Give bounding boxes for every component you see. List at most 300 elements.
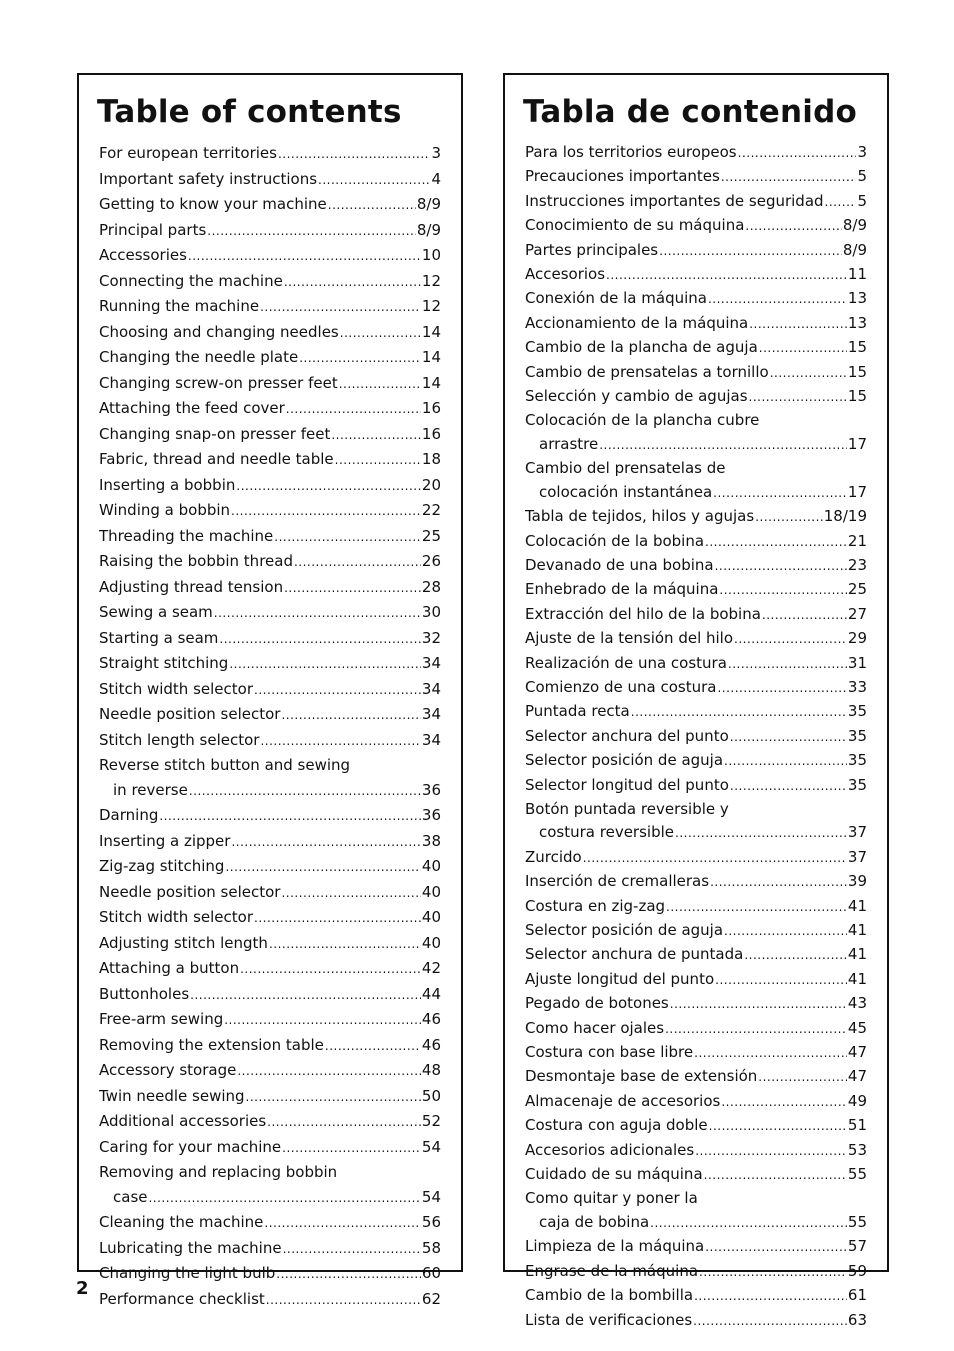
dot-leader (715, 554, 847, 578)
toc-entry (99, 1135, 441, 1161)
toc-entry-title: Costura con base libre (525, 1043, 694, 1062)
toc-entry (99, 728, 441, 754)
dot-leader (231, 829, 420, 855)
toc-entry (99, 753, 441, 803)
dot-leader (695, 1139, 847, 1163)
toc-entry-title: Selector anchura de puntada (525, 945, 744, 964)
dot-leader (744, 943, 847, 967)
toc-entry-page: 29 (847, 629, 867, 648)
dot-leader (730, 725, 847, 749)
toc-entry-title: Attaching the feed cover (99, 399, 285, 417)
dot-leader (189, 778, 421, 804)
toc-entry-title: Sewing a seam (99, 603, 213, 621)
toc-entry (525, 554, 867, 578)
toc-entry-title: Devanado de una bobina (525, 555, 714, 574)
toc-entry-title: Tabla de tejidos, hilos y agujas (525, 507, 755, 526)
toc-entry (525, 1309, 867, 1333)
toc-entry (525, 1065, 867, 1089)
toc-entry-title: Zurcido (525, 847, 582, 866)
dot-leader (260, 728, 420, 754)
dot-leader (190, 982, 421, 1008)
toc-english (77, 73, 463, 1308)
dot-leader (264, 1210, 421, 1236)
dot-leader (693, 1309, 847, 1333)
dot-leader (278, 141, 430, 167)
toc-entry (99, 677, 441, 703)
toc-entry (525, 263, 867, 287)
toc-entry (99, 396, 441, 422)
dot-leader (599, 433, 847, 457)
toc-entry-title: Attaching a button (99, 959, 240, 977)
toc-entry (99, 243, 441, 269)
toc-entry-page: 13 (847, 289, 867, 308)
dot-leader (734, 627, 847, 651)
dot-leader (719, 578, 846, 602)
dot-leader (709, 1114, 847, 1138)
toc-entry-title: Cuidado de su máquina (525, 1165, 703, 1184)
toc-entry-page: 63 (847, 1310, 867, 1329)
dot-leader (659, 239, 842, 263)
toc-entry (99, 626, 441, 652)
dot-leader (717, 676, 846, 700)
dot-leader (267, 1109, 421, 1135)
toc-entry (99, 905, 441, 931)
toc-entry (99, 447, 441, 473)
toc-entry (99, 498, 441, 524)
toc-entry (525, 505, 867, 529)
toc-entry-title-continued: colocación instantánea (539, 482, 713, 501)
toc-entry (525, 627, 867, 651)
toc-entry-title: Cambio de la plancha de aguja (525, 338, 758, 357)
dot-leader (705, 530, 847, 554)
toc-entry-page: 23 (847, 555, 867, 574)
toc-entry-page: 8/9 (842, 216, 867, 235)
toc-entry-page: 17 (847, 482, 867, 501)
toc-entry (525, 214, 867, 238)
toc-entry-title: Ajuste longitud del punto (525, 969, 715, 988)
toc-entry (99, 880, 441, 906)
dot-leader (699, 1260, 847, 1284)
toc-entry-page: 45 (847, 1018, 867, 1037)
toc-entry-title: Realización de una costura (525, 653, 727, 672)
toc-entry (525, 700, 867, 724)
toc-entry-page: 37 (847, 823, 867, 842)
dot-leader (281, 880, 420, 906)
dot-leader (214, 600, 421, 626)
toc-entry (525, 1041, 867, 1065)
toc-entry (99, 141, 441, 167)
toc-entry (99, 854, 441, 880)
toc-entry (99, 702, 441, 728)
dot-leader (745, 214, 841, 238)
toc-entry (99, 320, 441, 346)
toc-entry-title: Stitch width selector (99, 679, 253, 698)
toc-entry-row (525, 821, 867, 845)
toc-entry-title: Conexión de la máquina (525, 289, 707, 308)
dot-leader (738, 141, 857, 165)
dot-leader (708, 287, 847, 311)
toc-entry (525, 603, 867, 627)
toc-entry-page: 3 (431, 144, 441, 162)
toc-entry-page: 60 (421, 1264, 441, 1282)
toc-entry (99, 651, 441, 677)
toc-entry-title-continued: in reverse (113, 780, 188, 799)
toc-entry (99, 1160, 441, 1210)
toc-entry-title: Accesorios adicionales (525, 1140, 695, 1159)
toc-entry-title: Cambio del prensatelas de (525, 459, 726, 478)
toc-entry-title: Removing and replacing bobbin (99, 1163, 338, 1181)
toc-entry-title: Enhebrado de la máquina (525, 580, 719, 599)
toc-entry-page: 30 (421, 603, 441, 621)
toc-entry (525, 725, 867, 749)
toc-entry-page: 17 (847, 434, 867, 453)
toc-entry (525, 361, 867, 385)
toc-entry-title: Comienzo de una costura (525, 677, 717, 696)
toc-entry-title: Changing the light bulb (99, 1264, 276, 1282)
toc-entry-row (99, 1185, 441, 1211)
toc-entry (525, 530, 867, 554)
toc-entry-page: 31 (847, 653, 867, 672)
toc-entry (99, 1261, 441, 1287)
dot-leader (705, 1235, 847, 1259)
toc-entry-title-continued: caja de bobina (539, 1212, 650, 1231)
dot-leader (207, 218, 416, 244)
toc-entry-page: 40 (421, 933, 441, 952)
dot-leader (269, 931, 421, 957)
toc-entry-title: Stitch width selector (99, 908, 253, 926)
toc-entry-title: Accessories (99, 246, 187, 264)
toc-entry-page: 48 (421, 1061, 441, 1079)
toc-entry-page: 46 (421, 1010, 441, 1028)
toc-entry (99, 1236, 441, 1262)
toc-entry-page: 36 (421, 806, 441, 824)
toc-entry-title: Caring for your machine (99, 1137, 282, 1156)
toc-entry-page: 28 (421, 577, 441, 596)
toc-entry-page: 62 (421, 1289, 441, 1308)
toc-entry-title: Accionamiento de la máquina (525, 313, 749, 332)
toc-entry-page: 16 (421, 399, 441, 417)
toc-entry (525, 1187, 867, 1235)
toc-entry (525, 919, 867, 943)
toc-entry-title: Selector anchura del punto (525, 726, 729, 745)
toc-entry-page: 12 (421, 297, 441, 315)
toc-entry-title: Lista de verificaciones (525, 1310, 693, 1329)
toc-entry-page: 14 (421, 373, 441, 392)
dot-leader (236, 473, 421, 499)
toc-entry (99, 1058, 441, 1084)
toc-entry (525, 312, 867, 336)
dot-leader (299, 345, 421, 371)
dot-leader (704, 1163, 847, 1187)
toc-entry (525, 409, 867, 457)
dot-leader (281, 702, 420, 728)
dot-leader (318, 167, 430, 193)
toc-entry-title-continued: costura reversible (539, 823, 674, 842)
dot-leader (749, 312, 847, 336)
toc-entry (525, 239, 867, 263)
toc-entry (525, 798, 867, 846)
toc-entry (99, 473, 441, 499)
toc-entry-title: Starting a seam (99, 628, 219, 647)
dot-leader (694, 1041, 847, 1065)
toc-entry-page: 58 (421, 1238, 441, 1257)
toc-entry (525, 774, 867, 798)
dot-leader (325, 1033, 421, 1059)
toc-entry (525, 676, 867, 700)
toc-entry-title: For european territories (99, 144, 277, 162)
toc-entry-title: Straight stitching (99, 654, 229, 672)
toc-entry-page: 46 (421, 1035, 441, 1054)
dot-leader (274, 524, 421, 550)
toc-entry-title: Threading the machine (99, 526, 274, 545)
toc-entry-title: Zig-zag stitching (99, 857, 225, 875)
toc-entry-title: Engrase de la máquina (525, 1261, 699, 1280)
toc-entry-title: Important safety instructions (99, 169, 318, 188)
toc-entry-page: 15 (847, 338, 867, 357)
toc-entry-title: Cambio de la bombilla (525, 1286, 694, 1305)
dot-leader (286, 396, 421, 422)
toc-entry-row (525, 1211, 867, 1235)
toc-entry (525, 749, 867, 773)
toc-entry (99, 1287, 441, 1313)
toc-entry (525, 165, 867, 189)
toc-entry (99, 931, 441, 957)
toc-entry-page: 40 (421, 908, 441, 926)
dot-leader (229, 651, 421, 677)
toc-entry-title: Cleaning the machine (99, 1213, 264, 1231)
toc-entry-title: Lubricating the machine (99, 1238, 282, 1257)
toc-entry (525, 1114, 867, 1138)
toc-entry-title: Inserting a zipper (99, 831, 231, 850)
toc-entry-page: 40 (421, 857, 441, 875)
dot-leader (631, 700, 847, 724)
toc-entry-page: 5 (857, 191, 867, 210)
toc-entry-title: Adjusting thread tension (99, 577, 284, 596)
toc-entry-page: 34 (421, 679, 441, 698)
toc-entry-title: Accessory storage (99, 1061, 237, 1079)
toc-entry-title: Costura en zig-zag (525, 896, 666, 915)
toc-entry (525, 1139, 867, 1163)
dot-leader (583, 846, 847, 870)
toc-entry-title: Additional accessories (99, 1112, 267, 1130)
toc-entry (99, 1084, 441, 1110)
toc-entry-title: Winding a bobbin (99, 501, 231, 519)
dot-leader (237, 1058, 421, 1084)
toc-entry-title: Adjusting stitch length (99, 933, 268, 952)
toc-english-title: Table of contents (97, 94, 402, 130)
toc-entry-page: 38 (421, 831, 441, 850)
toc-entry-title: Partes principales (525, 240, 659, 259)
toc-entry-title: Selector posición de aguja (525, 751, 724, 770)
toc-entry-title: Inserting a bobbin (99, 475, 236, 494)
toc-entry (99, 167, 441, 193)
toc-entry-page: 11 (847, 265, 867, 284)
dot-leader (240, 956, 421, 982)
dot-leader (328, 192, 416, 218)
toc-entry-title: Selector posición de aguja (525, 921, 724, 939)
toc-entry-page: 57 (847, 1237, 867, 1256)
toc-entry-page: 43 (847, 994, 867, 1013)
toc-entry (99, 1007, 441, 1033)
toc-entry-page: 42 (421, 959, 441, 977)
toc-entry-title: Fabric, thread and needle table (99, 450, 334, 468)
toc-entry-page: 52 (421, 1112, 441, 1130)
toc-entry-title: Puntada recta (525, 702, 630, 721)
toc-entry (99, 575, 441, 601)
toc-entry-title-continued: arrastre (539, 434, 599, 453)
toc-entry-page: 44 (421, 984, 441, 1003)
toc-entry-page: 16 (421, 424, 441, 443)
toc-entry-page: 18/19 (823, 507, 867, 526)
toc-entry-row (99, 778, 441, 804)
toc-entry-page: 15 (847, 387, 867, 406)
dot-leader (724, 919, 847, 943)
toc-entry-page: 39 (847, 872, 867, 891)
dot-leader (224, 1007, 421, 1033)
toc-entry-title: Free-arm sewing (99, 1010, 224, 1028)
toc-entry-title: Limpieza de la máquina (525, 1237, 705, 1256)
toc-entry-page: 50 (421, 1086, 441, 1105)
toc-entry-title: Desmontaje base de extensión (525, 1067, 758, 1086)
toc-spanish-title: Tabla de contenido (523, 94, 857, 130)
toc-entry-page: 8/9 (416, 220, 441, 239)
toc-entry-title: Needle position selector (99, 882, 281, 901)
toc-entry-title: Raising the bobbin thread (99, 552, 293, 570)
toc-entry (525, 1260, 867, 1284)
dot-leader (670, 992, 847, 1016)
dot-leader (340, 320, 421, 346)
toc-entry-page: 37 (847, 847, 867, 866)
dot-leader (339, 371, 421, 397)
toc-entry (525, 336, 867, 360)
dot-leader (721, 1090, 847, 1114)
toc-entry (99, 269, 441, 295)
toc-entry-page: 35 (847, 726, 867, 745)
toc-entry (99, 956, 441, 982)
dot-leader (294, 549, 421, 575)
toc-entry (99, 294, 441, 320)
dot-leader (254, 677, 421, 703)
toc-spanish-list (525, 141, 867, 1333)
toc-entry-title: Para los territorios europeos (525, 143, 737, 161)
toc-entry-page: 15 (847, 362, 867, 381)
toc-entry-page: 61 (847, 1286, 867, 1305)
toc-entry-page: 5 (857, 167, 867, 186)
dot-leader (759, 336, 847, 360)
toc-entry-title: Getting to know your machine (99, 195, 327, 213)
toc-entry-title: Accesorios (525, 265, 606, 284)
toc-entry-page: 12 (421, 271, 441, 290)
toc-entry-title: Costura con aguja doble (525, 1116, 708, 1135)
toc-entry (99, 218, 441, 244)
toc-entry (99, 982, 441, 1008)
toc-entry (525, 1163, 867, 1187)
dot-leader (283, 1236, 421, 1262)
toc-entry (525, 457, 867, 505)
toc-entry (525, 190, 867, 214)
toc-entry-page: 56 (421, 1213, 441, 1231)
toc-entry-page: 27 (847, 604, 867, 623)
dot-leader (755, 505, 823, 529)
toc-entry-page: 41 (847, 945, 867, 964)
toc-entry-page: 14 (421, 322, 441, 341)
toc-entry-page: 35 (847, 702, 867, 721)
toc-entry (99, 524, 441, 550)
toc-entry (525, 870, 867, 894)
toc-entry (99, 600, 441, 626)
toc-entry-title: Needle position selector (99, 705, 281, 723)
dot-leader (694, 1284, 847, 1308)
toc-entry-page: 51 (847, 1116, 867, 1135)
dot-leader (728, 652, 847, 676)
toc-entry (525, 1284, 867, 1308)
toc-entry-page: 34 (421, 705, 441, 723)
dot-leader (825, 190, 857, 214)
toc-entry (99, 1109, 441, 1135)
toc-entry (99, 192, 441, 218)
toc-entry-title: Reverse stitch button and sewing (99, 756, 351, 774)
toc-entry (99, 422, 441, 448)
toc-entry (525, 652, 867, 676)
dot-leader (713, 481, 847, 505)
toc-entry-title: Removing the extension table (99, 1035, 324, 1054)
toc-entry (99, 803, 441, 829)
dot-leader (231, 498, 421, 524)
dot-leader (666, 895, 847, 919)
dot-leader (650, 1211, 847, 1235)
toc-entry-page: 35 (847, 751, 867, 770)
dot-leader (770, 361, 847, 385)
toc-entry-page: 41 (847, 969, 867, 988)
toc-entry-page: 21 (847, 531, 867, 550)
dot-leader (331, 422, 421, 448)
toc-entry-title: Performance checklist (99, 1289, 265, 1308)
page-number: 2 (76, 1278, 89, 1299)
dot-leader (335, 447, 421, 473)
dot-leader (606, 263, 847, 287)
toc-entry-page: 8/9 (416, 195, 441, 213)
toc-entry (525, 385, 867, 409)
toc-spanish (503, 73, 889, 1329)
toc-entry-title: Running the machine (99, 297, 260, 315)
toc-entry-title: Botón puntada reversible y (525, 799, 729, 818)
toc-entry (525, 578, 867, 602)
toc-entry-row (525, 433, 867, 457)
toc-entry-title: Choosing and changing needles (99, 322, 339, 341)
toc-entry-page: 32 (421, 628, 441, 647)
dot-leader (246, 1084, 421, 1110)
toc-entry (525, 141, 867, 165)
toc-entry-page: 35 (847, 775, 867, 794)
dot-leader (282, 1135, 421, 1161)
toc-entry-page: 14 (421, 348, 441, 366)
dot-leader (276, 1261, 421, 1287)
dot-leader (758, 1065, 847, 1089)
toc-entry (99, 549, 441, 575)
toc-entry-title-continued: case (113, 1187, 148, 1206)
toc-entry (99, 345, 441, 371)
toc-entry-page: 40 (421, 882, 441, 901)
toc-entry (525, 943, 867, 967)
toc-entry (99, 829, 441, 855)
toc-entry-title: Precauciones importantes (525, 167, 720, 186)
dot-leader (254, 905, 421, 931)
toc-entry-title: Colocación de la bobina (525, 531, 705, 550)
toc-entry-title: Conocimiento de su máquina (525, 216, 745, 235)
toc-english-list (99, 141, 441, 1312)
toc-entry-page: 25 (421, 526, 441, 545)
dot-leader (762, 603, 847, 627)
